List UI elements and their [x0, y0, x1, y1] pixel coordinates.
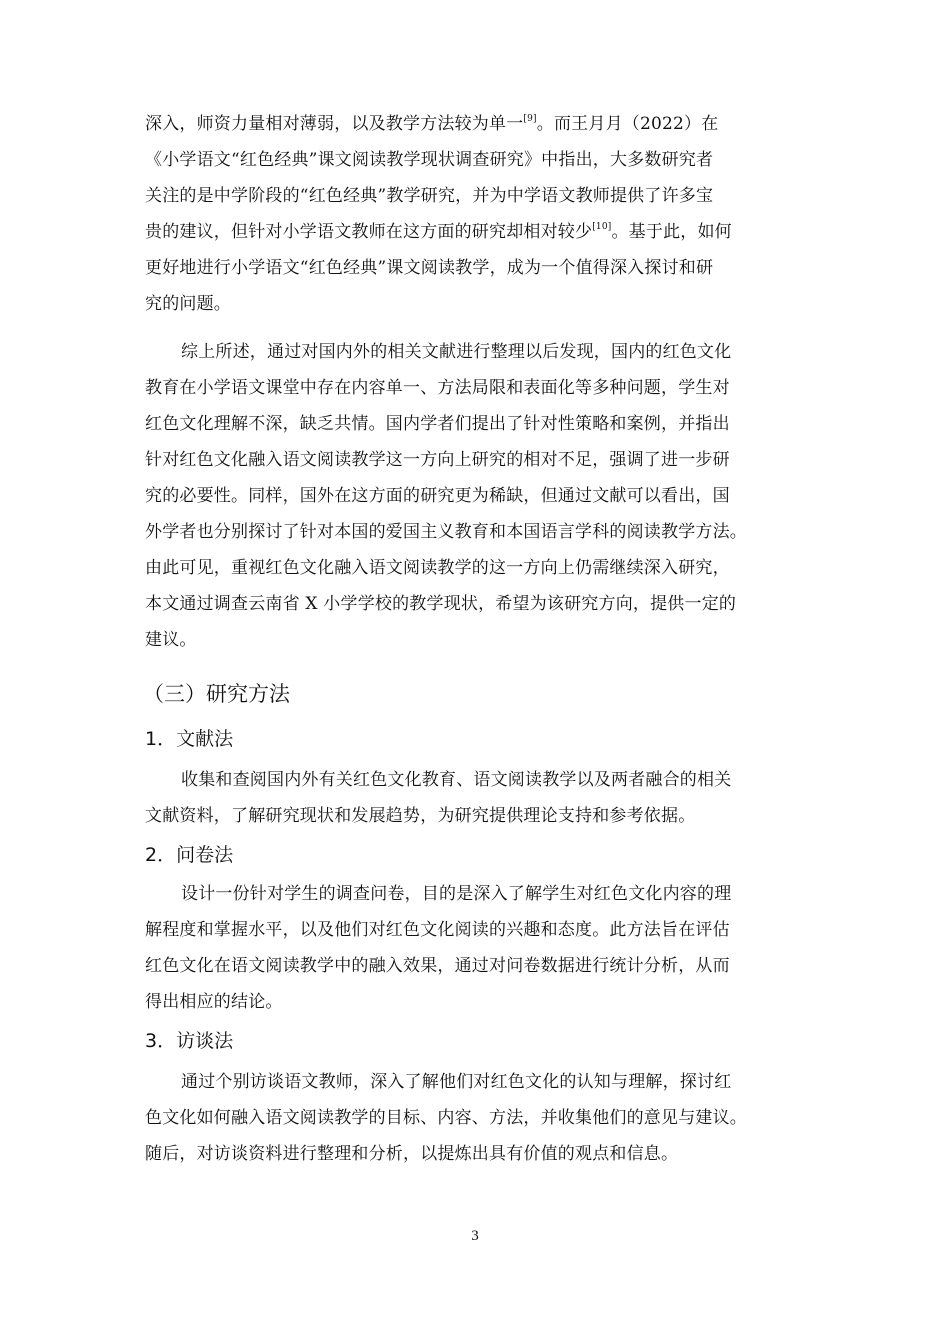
- citation-ref: [10]: [592, 222, 612, 232]
- text-run: 。而王月月（2022）在: [536, 114, 719, 134]
- paragraph-line: 得出相应的结论。: [145, 992, 283, 1012]
- text-run: 。基于此，如何: [611, 222, 732, 242]
- paragraph-line: 教育在小学语文课堂中存在内容单一、方法局限和表面化等多种问题，学生对: [145, 378, 730, 398]
- subsection-heading: 2．问卷法: [145, 844, 234, 866]
- paragraph-line: 究的问题。: [145, 294, 231, 314]
- paragraph-line: 通过个别访谈语文教师，深入了解他们对红色文化的认知与理解，探讨红: [181, 1072, 732, 1092]
- paragraph-line: 由此可见，重视红色文化融入语文阅读教学的这一方向上仍需继续深入研究，: [145, 558, 730, 578]
- paragraph-line: 文献资料，了解研究现状和发展趋势，为研究提供理论支持和参考依据。: [145, 806, 696, 826]
- paragraph-line: 解程度和掌握水平，以及他们对红色文化阅读的兴趣和态度。此方法旨在评估: [145, 920, 730, 940]
- paragraph-line: 红色文化理解不深，缺乏共情。国内学者们提出了针对性策略和案例，并指出: [145, 414, 730, 434]
- paragraph-line: 外学者也分别探讨了针对本国的爱国主义教育和本国语言学科的阅读教学方法。: [145, 522, 747, 542]
- paragraph-line: 关注的是中学阶段的“红色经典”教学研究，并为中学语文教师提供了许多宝: [145, 186, 714, 206]
- paragraph-line: 本文通过调查云南省 X 小学学校的教学现状，希望为该研究方向，提供一定的: [145, 594, 737, 614]
- paragraph-line: [145, 220, 732, 244]
- paragraph-line: 《小学语文“红色经典”课文阅读教学现状调查研究》中指出，大多数研究者: [145, 150, 714, 170]
- text-run: 深入，师资力量相对薄弱，以及教学方法较为单一: [145, 114, 524, 134]
- paragraph-line: [145, 112, 718, 136]
- paragraph-line: 更好地进行小学语文“红色经典”课文阅读教学，成为一个值得深入探讨和研: [145, 258, 714, 278]
- page-number: 3: [471, 1228, 479, 1244]
- section-heading: （三）研究方法: [143, 682, 290, 706]
- paragraph-line: 红色文化在语文阅读教学中的融入效果，通过对问卷数据进行统计分析，从而: [145, 956, 730, 976]
- paragraph-line: 综上所述，通过对国内外的相关文献进行整理以后发现，国内的红色文化: [181, 342, 732, 362]
- text-run: 贵的建议，但针对小学语文教师在这方面的研究却相对较少: [145, 222, 593, 242]
- paragraph-line: 针对红色文化融入语文阅读教学这一方向上研究的相对不足，强调了进一步研: [145, 450, 730, 470]
- subsection-heading: 3．访谈法: [145, 1030, 234, 1052]
- citation-ref: [9]: [523, 114, 537, 124]
- paragraph-line: 建议。: [145, 630, 197, 650]
- paragraph-line: 收集和查阅国内外有关红色文化教育、语文阅读教学以及两者融合的相关: [181, 770, 732, 790]
- paragraph-line: 色文化如何融入语文阅读教学的目标、内容、方法，并收集他们的意见与建议。: [145, 1108, 747, 1128]
- paragraph-line: 设计一份针对学生的调查问卷，目的是深入了解学生对红色文化内容的理: [181, 884, 732, 904]
- subsection-heading: 1．文献法: [145, 728, 234, 750]
- paragraph-line: 究的必要性。同样，国外在这方面的研究更为稀缺，但通过文献可以看出，国: [145, 486, 730, 506]
- paragraph-line: 随后，对访谈资料进行整理和分析，以提炼出具有价值的观点和信息。: [145, 1144, 679, 1164]
